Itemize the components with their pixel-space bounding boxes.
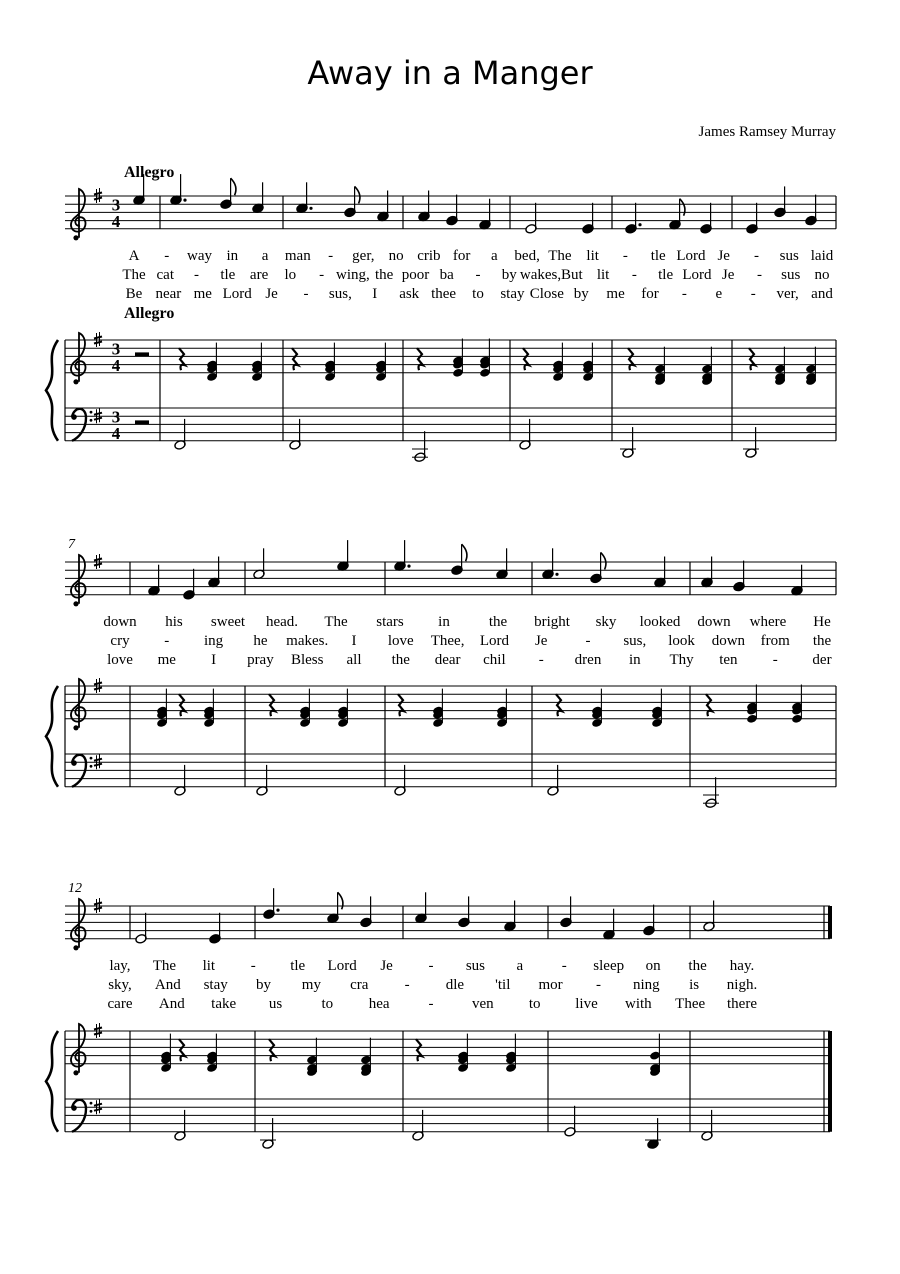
lyric-syllable: us <box>268 996 283 1012</box>
lyric-syllable: are <box>249 267 269 283</box>
lyric-verse-1 <box>103 614 831 630</box>
lyric-syllable: on <box>645 958 661 974</box>
lyric-verse-2 <box>108 977 757 993</box>
lyric-syllable: bright <box>534 614 570 630</box>
chord <box>774 347 786 386</box>
quarter-rest-icon <box>269 1039 275 1061</box>
lyric-syllable: dear <box>434 652 461 668</box>
lyric-syllable: sus, <box>623 633 647 649</box>
piano-brace-icon <box>46 340 58 441</box>
lyric-syllable: The <box>122 267 146 283</box>
chord <box>479 339 491 378</box>
lyric-syllable: love <box>387 633 414 649</box>
lyric-syllable: stay <box>500 286 525 302</box>
lyric-syllable: stay <box>203 977 228 993</box>
lyric-syllable: near <box>155 286 182 302</box>
lyric-syllable: Lord <box>682 267 712 283</box>
quarter-rest-icon <box>292 348 298 370</box>
lyric-syllable: me <box>157 652 176 668</box>
lyric-syllable: down <box>711 633 746 649</box>
lyric-hyphen: - <box>428 958 434 974</box>
lyric-hyphen: - <box>428 996 434 1012</box>
note <box>479 199 491 230</box>
lyric-hyphen: - <box>631 267 637 283</box>
lyric-syllable: chil <box>483 652 506 668</box>
lyric-syllable: Lord <box>676 248 706 264</box>
lyric-syllable: by <box>256 977 272 993</box>
staff-lines <box>65 408 836 444</box>
lyric-syllable: wing, <box>336 267 370 283</box>
lyric-syllable: Lord <box>479 633 509 649</box>
time-signature-denominator: 4 <box>111 424 121 444</box>
lyric-syllable: lit <box>586 248 599 264</box>
lyric-syllable: Bless <box>290 652 324 668</box>
lyric-syllable: lit <box>596 267 610 283</box>
lyric-syllable: hea <box>368 996 390 1012</box>
note <box>542 548 559 579</box>
lyric-syllable: Thee, <box>430 633 465 649</box>
lyric-syllable: take <box>211 996 237 1012</box>
tempo-marking-voice: Allegro <box>124 164 175 181</box>
composer-credit: James Ramsey Murray <box>698 124 836 140</box>
lyric-syllable: ba <box>439 267 454 283</box>
lyric-hyphen: - <box>681 286 687 302</box>
lyric-syllable: pray <box>247 652 274 668</box>
lyric-hyphen: - <box>475 267 481 283</box>
lyric-hyphen: - <box>622 248 628 264</box>
lyric-syllable: no <box>814 267 830 283</box>
lyric-syllable: sus <box>465 958 486 974</box>
lyric-hyphen: - <box>753 248 759 264</box>
lyric-syllable: by <box>501 267 517 283</box>
time-signature-denominator: 4 <box>111 212 121 232</box>
lyric-syllable: poor <box>401 267 430 283</box>
note <box>377 191 389 222</box>
lyric-syllable: with <box>624 996 652 1012</box>
lyric-syllable: live <box>575 996 598 1012</box>
time-signature-numerator: 3 <box>111 339 121 359</box>
lyric-syllable: Close <box>529 286 564 302</box>
lyric-syllable: cat <box>156 267 175 283</box>
quarter-rest-icon <box>706 694 712 716</box>
lyric-syllable: sleep <box>593 958 625 974</box>
lyric-syllable: dren <box>574 652 602 668</box>
lyric-hyphen: - <box>194 267 200 283</box>
treble-clef-icon <box>71 899 86 950</box>
quarter-rest-icon <box>556 694 562 716</box>
time-signature-numerator: 3 <box>111 195 121 215</box>
lyric-syllable: laid <box>810 248 834 264</box>
lyric-syllable: the <box>812 633 832 649</box>
lyric-syllable: the <box>488 614 508 630</box>
lyric-verse-2 <box>122 267 829 283</box>
chord <box>360 1038 372 1077</box>
note <box>256 765 268 796</box>
lyric-syllable: ing <box>204 633 224 649</box>
note <box>174 419 186 450</box>
lyric-syllable: sweet <box>210 614 246 630</box>
note <box>263 888 280 919</box>
note <box>733 561 745 592</box>
lyric-syllable: where <box>749 614 787 630</box>
note <box>296 182 313 213</box>
lyric-syllable: Je <box>380 958 393 974</box>
lyric-verse-3 <box>108 996 758 1012</box>
lyric-syllable: bed, <box>514 248 540 264</box>
lyric-hyphen: - <box>756 267 762 283</box>
note <box>620 427 636 458</box>
note <box>344 186 360 217</box>
note <box>603 909 615 940</box>
quarter-rest-icon <box>417 348 423 370</box>
lyric-hyphen: - <box>585 633 591 649</box>
lyric-syllable: tle <box>650 248 666 264</box>
lyric-syllable: I <box>351 633 357 649</box>
staff-lines <box>65 906 830 939</box>
note <box>774 186 786 217</box>
note <box>289 419 301 450</box>
lyric-syllable: down <box>103 614 137 630</box>
lyric-syllable: Thee <box>675 996 706 1012</box>
lyric-hyphen: - <box>164 248 170 264</box>
lyric-syllable: And <box>158 996 185 1012</box>
lyric-syllable: I <box>211 652 217 668</box>
lyric-syllable: ger, <box>352 248 375 264</box>
lyric-hyphen: - <box>538 652 544 668</box>
lyric-verse-1 <box>109 958 754 974</box>
note <box>394 540 411 571</box>
lyric-syllable: ven <box>471 996 494 1012</box>
lyric-syllable: wakes, <box>519 267 562 283</box>
lyric-syllable: way <box>187 248 213 264</box>
lyric-syllable: dle <box>445 977 465 993</box>
lyric-syllable: He <box>813 614 831 630</box>
lyric-syllable: sus <box>781 267 801 283</box>
lyric-hyphen: - <box>328 248 334 264</box>
note <box>582 203 594 234</box>
lyric-syllable: sky, <box>108 977 132 993</box>
note <box>252 182 264 213</box>
note <box>327 892 343 923</box>
lyric-syllable: care <box>107 996 133 1012</box>
staff-lines <box>65 562 836 595</box>
note <box>174 1110 186 1141</box>
lyric-syllable: der <box>812 652 832 668</box>
note <box>547 765 559 796</box>
tempo-marking-piano: Allegro <box>124 305 175 322</box>
lyric-syllable: sky <box>595 614 617 630</box>
lyric-syllable: love <box>107 652 133 668</box>
note <box>703 901 715 932</box>
note <box>260 1118 276 1149</box>
measure-number: 7 <box>68 537 75 552</box>
lyric-syllable: ten <box>719 652 738 668</box>
lyric-syllable: nigh. <box>726 977 758 993</box>
lyric-syllable: I <box>372 286 378 302</box>
lyric-syllable: The <box>548 248 572 264</box>
lyric-syllable: Be <box>125 286 143 302</box>
note <box>174 765 186 796</box>
lyric-syllable: ver, <box>776 286 799 302</box>
lyric-syllable: Je <box>717 248 730 264</box>
note <box>703 777 719 808</box>
note <box>700 203 712 234</box>
half-rest-icon <box>135 420 149 424</box>
chord <box>805 347 817 386</box>
lyric-syllable: e <box>715 286 723 302</box>
lyric-syllable: And <box>154 977 181 993</box>
lyric-syllable: Thy <box>669 652 694 668</box>
song-title: Away in a Manger <box>307 54 593 92</box>
note <box>135 913 147 944</box>
lyric-syllable: a <box>491 248 498 264</box>
lyric-syllable: a <box>516 958 524 974</box>
measure-number: 12 <box>68 881 82 896</box>
quarter-rest-icon <box>179 694 185 716</box>
note <box>148 565 160 596</box>
quarter-rest-icon <box>749 348 755 370</box>
chord <box>649 1034 661 1077</box>
lyric-verse-3 <box>126 286 834 302</box>
lyric-syllable: for <box>452 248 471 264</box>
lyric-hyphen: - <box>561 958 567 974</box>
quarter-rest-icon <box>628 348 634 370</box>
lyric-syllable: crib <box>417 248 441 264</box>
lyric-syllable: in <box>628 652 641 668</box>
lyric-syllable: me <box>193 286 212 302</box>
lyric-syllable: Lord <box>222 286 252 302</box>
lyric-hyphen: - <box>250 958 256 974</box>
chord <box>746 685 758 724</box>
lyric-syllable: me <box>606 286 625 302</box>
lyric-syllable: his <box>165 614 183 630</box>
lyric-hyphen: - <box>750 286 756 302</box>
lyric-syllable: in <box>226 248 239 264</box>
note <box>564 1106 576 1137</box>
lyric-syllable: The <box>152 958 177 974</box>
quarter-rest-icon <box>179 1039 185 1061</box>
lyric-syllable: tle <box>658 267 674 283</box>
lyric-syllable: stars <box>376 614 404 630</box>
lyric-syllable: thee <box>431 286 457 302</box>
half-rest-icon <box>135 352 149 356</box>
lyric-syllable: hay. <box>729 958 755 974</box>
lyric-syllable: lit <box>202 958 216 974</box>
lyric-syllable: cra <box>350 977 369 993</box>
lyric-syllable: to <box>528 996 541 1012</box>
lyric-syllable: in <box>438 614 450 630</box>
lyric-syllable: look <box>668 633 695 649</box>
lyric-syllable: my <box>301 977 321 993</box>
lyric-syllable: man <box>284 248 311 264</box>
quarter-rest-icon <box>269 694 275 716</box>
staff-lines <box>65 1099 830 1132</box>
lyric-syllable: sus, <box>328 286 352 302</box>
lyric-syllable: A <box>128 248 140 264</box>
chord <box>452 339 464 378</box>
time-signature-denominator: 4 <box>111 356 121 376</box>
note <box>360 896 372 927</box>
note <box>669 199 685 230</box>
note <box>590 552 606 583</box>
lyric-syllable: all <box>346 652 362 668</box>
lyric-syllable: is <box>689 977 700 993</box>
note <box>415 892 427 923</box>
chord <box>654 347 666 386</box>
lyric-hyphen: - <box>164 633 170 649</box>
note <box>496 548 508 579</box>
lyric-syllable: the <box>391 652 410 668</box>
note <box>183 569 195 600</box>
note <box>394 765 406 796</box>
lyric-syllable: the <box>688 958 707 974</box>
lyric-hyphen: - <box>772 652 778 668</box>
lyric-syllable: the <box>375 267 394 283</box>
chord <box>306 1038 318 1077</box>
lyric-syllable: and <box>811 286 833 302</box>
staff-lines <box>65 754 836 787</box>
lyric-syllable: But <box>560 267 583 283</box>
quarter-rest-icon <box>398 694 404 716</box>
note <box>791 565 803 596</box>
lyric-verse-3 <box>107 652 831 668</box>
treble-clef-icon <box>71 555 86 606</box>
lyric-syllable: Lord <box>327 958 357 974</box>
note <box>412 431 428 462</box>
lyric-syllable: lo <box>284 267 297 283</box>
lyric-syllable: from <box>760 633 790 649</box>
treble-clef-icon <box>71 679 86 730</box>
lyric-syllable: makes. <box>286 633 329 649</box>
lyric-syllable: no <box>388 248 404 264</box>
lyric-syllable: tle <box>290 958 306 974</box>
note <box>208 557 220 588</box>
lyric-hyphen: - <box>404 977 410 993</box>
note <box>805 195 817 226</box>
lyric-syllable: Je <box>721 267 735 283</box>
lyric-syllable: he <box>253 633 268 649</box>
note <box>458 896 470 927</box>
lyric-syllable: The <box>324 614 348 630</box>
note <box>746 203 758 234</box>
lyric-syllable: tle <box>220 267 236 283</box>
note <box>504 901 516 932</box>
note <box>451 544 467 575</box>
lyric-hyphen: - <box>595 977 601 993</box>
note <box>560 896 572 927</box>
lyric-syllable: to <box>472 286 484 302</box>
note <box>446 195 458 226</box>
treble-clef-icon <box>71 189 86 240</box>
score-notation <box>46 164 836 1149</box>
note <box>654 557 666 588</box>
quarter-rest-icon <box>523 348 529 370</box>
lyric-syllable: Je <box>534 633 548 649</box>
lyric-syllable: mor <box>538 977 563 993</box>
treble-clef-icon <box>71 333 86 384</box>
note <box>412 1110 424 1141</box>
note <box>209 913 221 944</box>
treble-clef-icon <box>71 1024 86 1075</box>
piano-brace-icon <box>46 1031 58 1132</box>
lyric-syllable: down <box>697 614 731 630</box>
note <box>337 540 349 571</box>
lyric-hyphen: - <box>319 267 325 283</box>
note <box>701 557 713 588</box>
lyric-syllable: a <box>261 248 269 264</box>
note <box>519 419 531 450</box>
lyric-syllable: for <box>641 286 659 302</box>
note <box>643 905 655 936</box>
note <box>743 427 759 458</box>
lyric-verse-2 <box>110 633 831 649</box>
note <box>418 191 430 222</box>
lyric-syllable: by <box>573 286 589 302</box>
lyric-syllable: cry <box>110 633 130 649</box>
lyric-hyphen: - <box>303 286 309 302</box>
lyric-syllable: head. <box>265 614 299 630</box>
lyric-syllable: sus <box>779 248 799 264</box>
lyric-syllable: ning <box>632 977 660 993</box>
quarter-rest-icon <box>179 348 185 370</box>
chord <box>701 347 713 386</box>
note <box>625 203 642 234</box>
time-signature-numerator: 3 <box>111 407 121 427</box>
note <box>525 203 537 234</box>
note <box>253 548 265 579</box>
quarter-rest-icon <box>416 1039 422 1061</box>
note <box>220 178 236 209</box>
piano-brace-icon <box>46 686 58 787</box>
lyric-syllable: 'til <box>495 977 511 993</box>
lyric-syllable: there <box>727 996 757 1012</box>
lyric-syllable: ask <box>399 286 420 302</box>
lyric-syllable: to <box>321 996 334 1012</box>
lyric-syllable: looked <box>639 614 681 630</box>
lyric-syllable: lay, <box>109 958 131 974</box>
chord <box>791 685 803 724</box>
note <box>701 1110 713 1141</box>
lyric-syllable: Je <box>265 286 278 302</box>
note <box>645 1118 661 1149</box>
lyric-verse-1 <box>129 248 834 264</box>
